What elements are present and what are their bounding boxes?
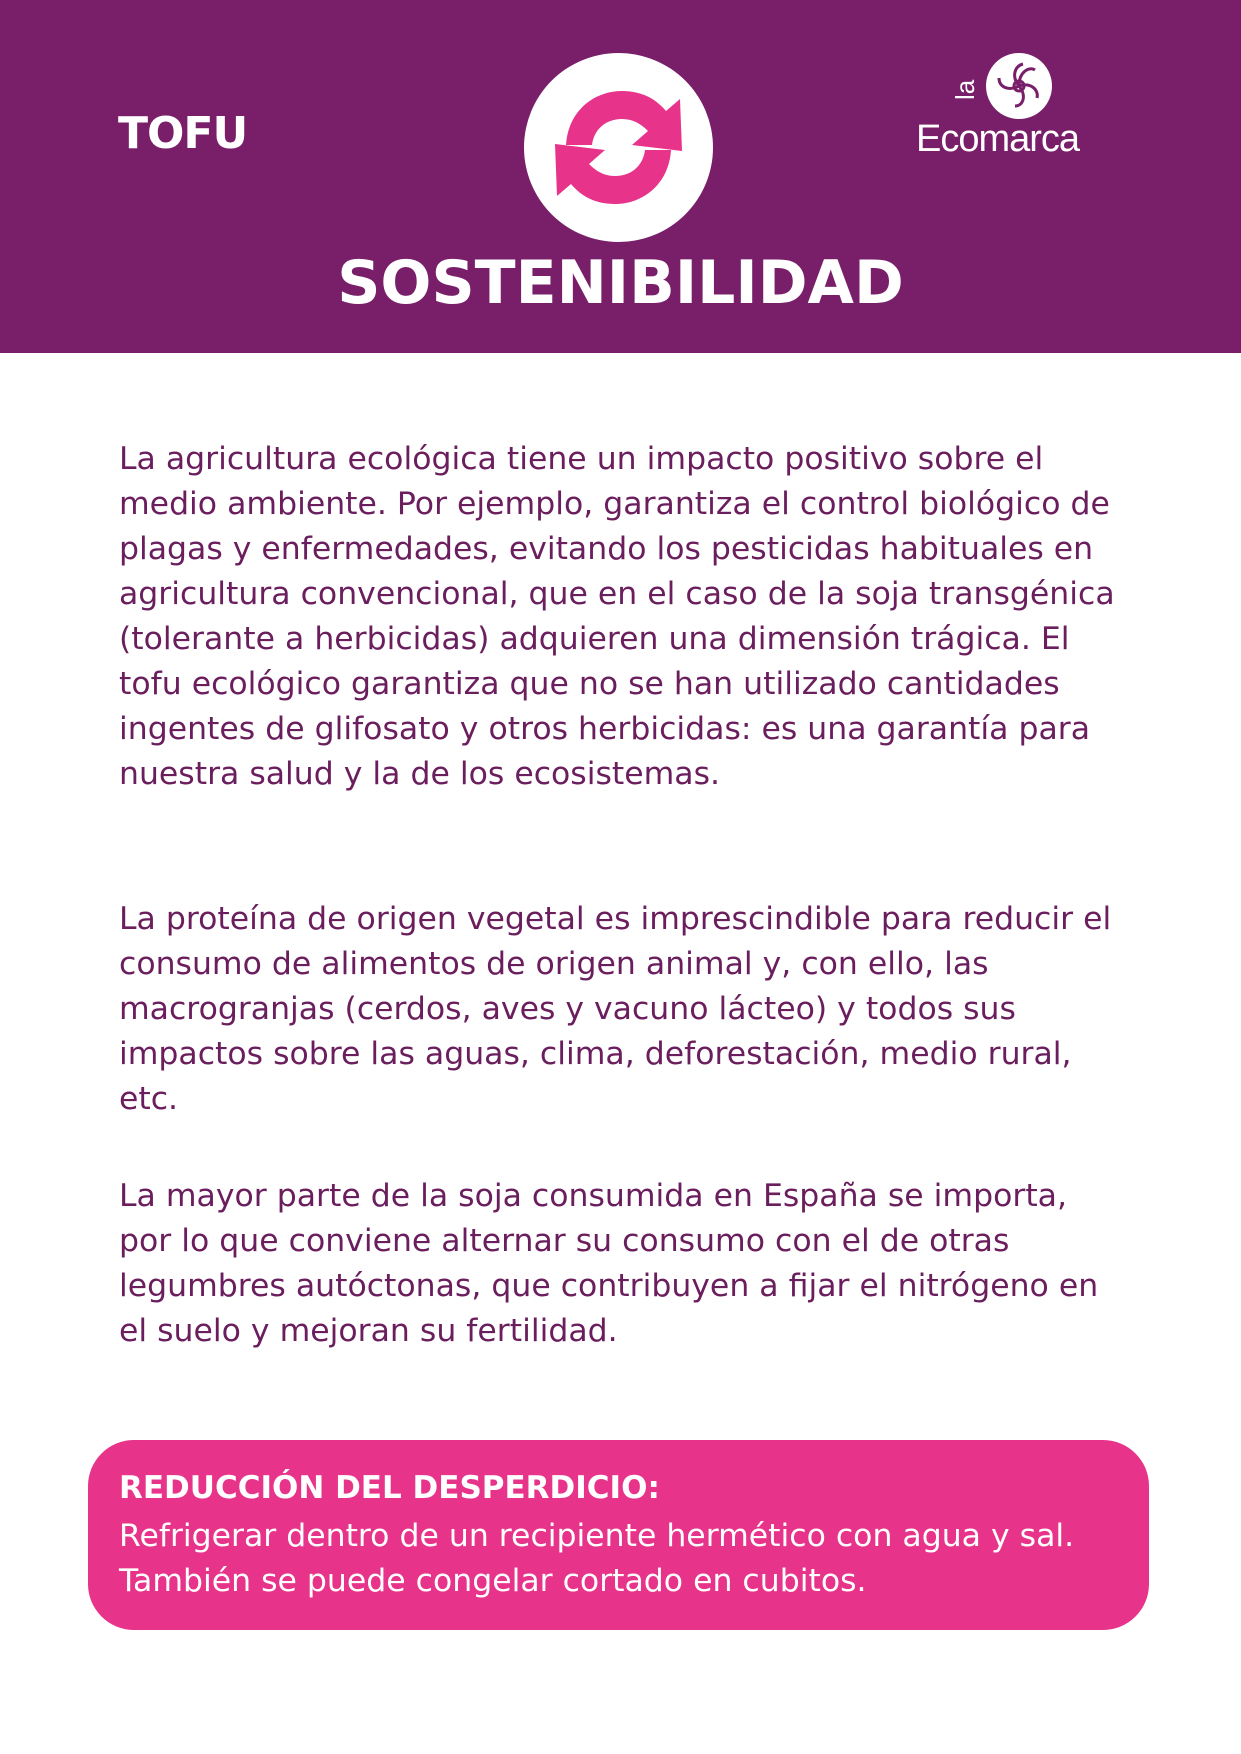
- paragraph-plant-protein: La proteína de origen vegetal es imprescindible para reducir el consumo de alimentos de origen animal y, con ello, las macrogranjas (cerdos, aves y vacuno lácteo) y todos sus impactos sobre las aguas, clima, deforestación, medio rural, etc.: [119, 901, 1112, 1117]
- paragraph-organic-farming: La agricultura ecológica tiene un impacto positivo sobre el medio ambiente. Por ejemplo, garantiza el control biológico de plagas y enfermedades, evitando los pesticidas habituales en agricultura convencional, que en el caso de la soja transgénica (tolerante a herbicidas) adquieren una dimensión trágica. El tofu ecológico garantiza que no se han utilizado cantidades ingentes de glifosato y otros herbicidas: es una garantía para nuestra salud y la de los ecosistemas.: [119, 441, 1115, 792]
- logo-name: Ecomarca: [916, 118, 1080, 160]
- logo-small-text: la: [950, 79, 980, 100]
- brand-logo: [910, 52, 1135, 164]
- header-banner: [0, 0, 1241, 353]
- callout-text: Refrigerar dentro de un recipiente hermético con agua y sal. También se puede congelar cortado en cubitos.: [119, 1518, 1075, 1599]
- paragraph-soy-import: La mayor parte de la soja consumida en España se importa, por lo que conviene alternar su consumo con el de otras legumbres autóctonas, que contribuyen a fijar el nitrógeno en el suelo y mejoran su fertilidad.: [119, 1178, 1099, 1349]
- waste-reduction-callout: [88, 1440, 1149, 1630]
- callout-title: REDUCCIÓN DEL DESPERDICIO:: [119, 1470, 660, 1506]
- flower-logo-icon: [985, 52, 1053, 120]
- product-name: TOFU: [118, 108, 248, 159]
- recycle-arrows-icon: [524, 53, 713, 242]
- section-title: SOSTENIBILIDAD: [337, 248, 904, 318]
